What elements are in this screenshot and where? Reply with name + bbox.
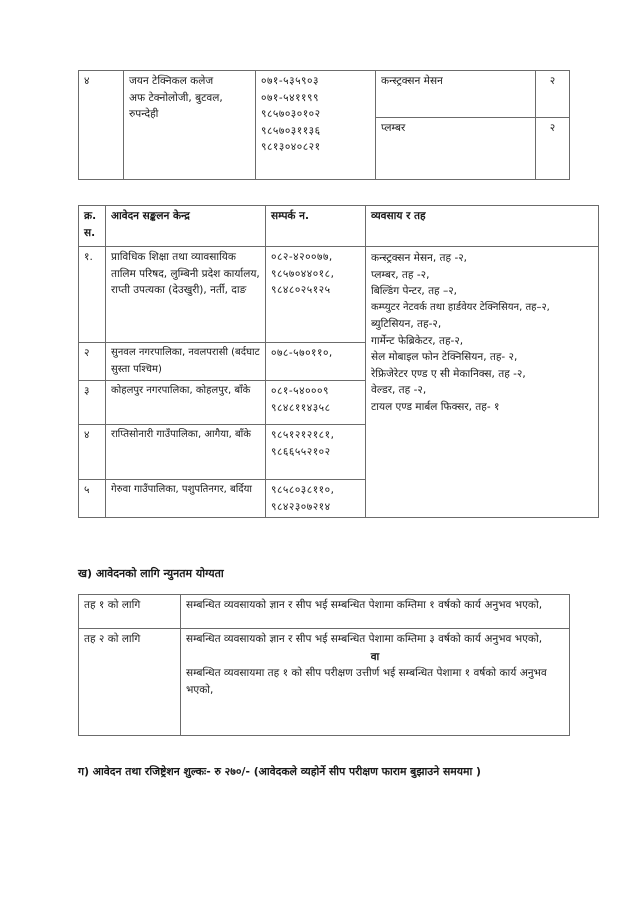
serial-number: ५ xyxy=(79,480,106,518)
center-name: कोहलपुर नगरपालिका, कोहलपुर, बाँके xyxy=(106,381,266,425)
trade-item: रेफ्रिजेरेटर एण्ड ए सी मेकानिक्स, तह -२, xyxy=(371,367,526,380)
table-row xyxy=(79,71,570,118)
contact-number: ०७८-५७०११०, xyxy=(271,347,333,359)
level-label: तह १ को लागि xyxy=(79,595,181,629)
trade-item: सेल मोबाइल फोन टेक्निसियन, तह- २, xyxy=(371,351,518,363)
serial-number: ४ xyxy=(79,425,106,480)
header-center: आवेदन सङ्कलन केन्द्र xyxy=(106,206,266,247)
qualification-text: सम्बन्धित व्यवसायको ज्ञान र सीप भई सम्बन्धित पेशामा कम्तिमा १ वर्षको कार्य अनुभव भएको, xyxy=(181,595,570,629)
contact-number: ९८४८११४३५८ xyxy=(271,401,331,414)
trade-item: प्लम्बर, तह -२, xyxy=(371,268,430,281)
center-line: अफ टेक्नोलोजी, बुटवल, xyxy=(129,91,223,104)
contact-numbers xyxy=(266,381,366,425)
trade-name: प्लम्बर xyxy=(376,118,536,180)
contact-number: ९८५७०३११३६ xyxy=(261,124,321,137)
center-name xyxy=(124,71,256,180)
serial-number: ४ xyxy=(79,71,124,180)
section-kha-heading: ख) आवेदनको लागि न्युनतम योग्यता xyxy=(78,567,224,580)
minimum-qualification-table xyxy=(78,594,570,736)
center-line: जयन टेक्निकल कलेज xyxy=(129,75,214,87)
or-separator: वा xyxy=(370,650,380,663)
trade-count: २ xyxy=(536,118,570,180)
center-line: रुपन्देही xyxy=(129,108,159,120)
application-centers-table xyxy=(78,205,599,518)
contact-number: ९८१३०४०८२१ xyxy=(261,141,321,153)
contact-numbers xyxy=(266,425,366,480)
contact-number: ९८६६५५२१०२ xyxy=(271,445,331,458)
trade-name: कन्स्ट्रक्सन मेसन xyxy=(376,71,536,118)
contact-number: ९८४८०२५१२५ xyxy=(271,284,331,296)
header-contact: सम्पर्क न. xyxy=(266,206,366,247)
trade-item: गार्मेन्ट फेब्रिकेटर, तह-२, xyxy=(371,334,464,347)
contact-numbers xyxy=(256,71,376,180)
center-name: राप्तिसोनारी गाउँपालिका, आगैया, बाँके xyxy=(106,425,266,480)
header-trade: व्यवसाय र तह xyxy=(366,206,599,247)
center-name: गेरुवा गाउँपालिका, पशुपतिनगर, बर्दिया xyxy=(106,480,266,518)
contact-number: ०८२-४२००७७, xyxy=(271,251,333,263)
table-row xyxy=(79,247,599,343)
level-label: तह २ को लागि xyxy=(79,629,181,736)
trade-item: टायल एण्ड मार्बल फिक्सर, तह- १ xyxy=(371,400,500,413)
contact-number: ९८५७०४४०१८, xyxy=(271,267,335,280)
qualification-primary: सम्बन्धित व्यवसायको ज्ञान र सीप भई सम्बन्धित पेशामा कम्तिमा ३ वर्षको कार्य अनुभव भएको, xyxy=(186,633,543,645)
table-row xyxy=(79,595,570,629)
contact-number: ९८५८०३८११०, xyxy=(271,484,335,496)
center-name: सुनवल नगरपालिका, नवलपरासी (बर्दघाट सुस्ता पश्चिम) xyxy=(106,343,266,381)
center-name: प्राविधिक शिक्षा तथा व्यावसायिक तालिम परिषद, लुम्बिनी प्रदेश कार्यालय, राप्ती उपत्यका (देउखुरी), नर्ती, दाङ xyxy=(106,247,266,343)
table-row xyxy=(79,629,570,736)
serial-number: ३ xyxy=(79,381,106,425)
college-trade-table xyxy=(78,70,570,180)
trade-item: कन्स्ट्रक्सन मेसन, तह -२, xyxy=(371,252,468,264)
header-serial: क्र. स. xyxy=(79,206,106,247)
contact-numbers xyxy=(266,247,366,343)
qualification-alternative: सम्बन्धित व्यवसायमा तह १ को सीप परीक्षण उत्तीर्ण भई सम्बन्धित पेशामा १ वर्षको कार्य अनुभव भएको, xyxy=(186,667,547,696)
serial-number: १. xyxy=(79,247,106,343)
trades-list xyxy=(366,247,599,518)
section-ga-heading: ग) आवेदन तथा रजिष्ट्रेशन शुल्कः- रु २७०/- (आवेदकले व्यहोर्ने सीप परीक्षण फाराम बुझाउने समयमा ) xyxy=(78,765,481,778)
trade-item: कम्प्युटर नेटवर्क तथा हार्डवेयर टेक्निसियन, तह–२, xyxy=(371,301,550,313)
contact-number: ९८५७०३०१०२ xyxy=(261,108,321,120)
table-header-row xyxy=(79,206,599,247)
contact-number: ०७१-५४११९९ xyxy=(261,91,319,104)
qualification-text xyxy=(181,629,570,736)
contact-numbers xyxy=(266,480,366,518)
trade-item: ब्युटिसियन, तह-२, xyxy=(371,318,442,330)
contact-number: ०७१-५३५९०३ xyxy=(261,75,319,87)
contact-number: ९८४२३०७२१४ xyxy=(271,500,331,513)
serial-number: २ xyxy=(79,343,106,381)
trade-item: बिल्डिंग पेन्टर, तह –२, xyxy=(371,285,458,297)
contact-number: ९८५१२१२१८१, xyxy=(271,429,335,441)
trade-count: २ xyxy=(536,71,570,118)
contact-numbers xyxy=(266,343,366,381)
trade-item: वेल्डर, तह -२, xyxy=(371,384,427,396)
contact-number: ०८१-५४०००९ xyxy=(271,385,329,397)
